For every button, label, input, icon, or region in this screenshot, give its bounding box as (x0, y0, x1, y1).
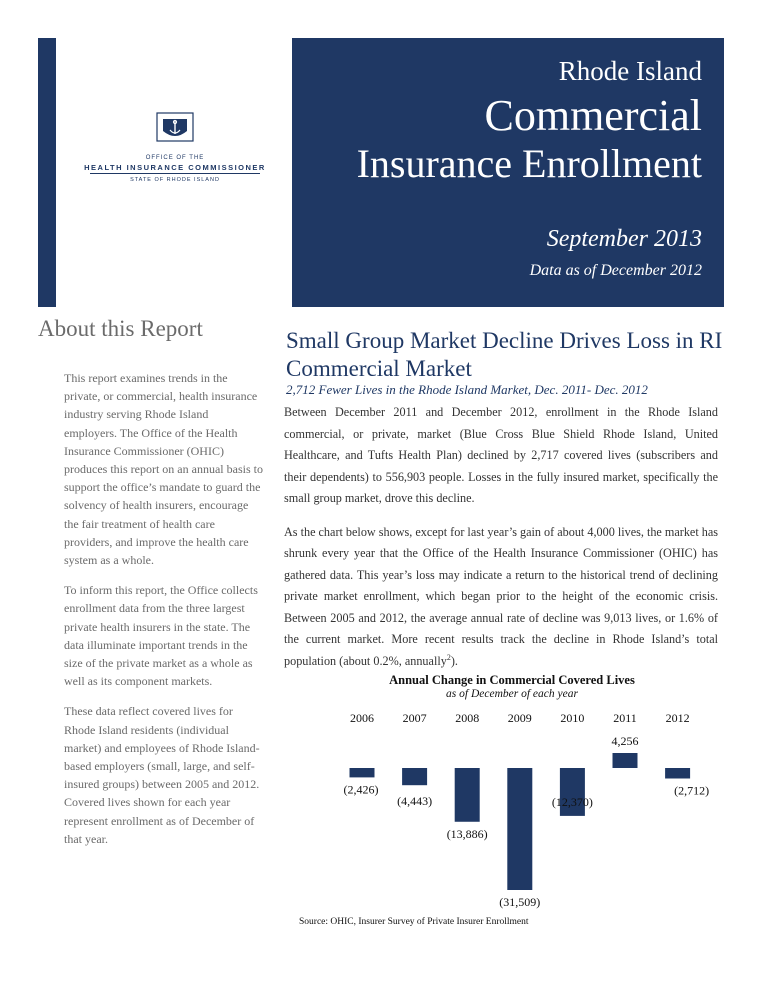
value-label: (12,370) (551, 794, 593, 809)
value-label: (31,509) (499, 895, 541, 909)
about-paragraph: These data reflect covered lives for Rhode Island residents (individual market) and employees of Rhode Island-based employers (small, large, and self-insured groups) between 2005 and 2012. Covered lives shown for each year represent enrollment as of December of that year. (64, 704, 260, 846)
about-paragraph: To inform this report, the Office collects enrollment data from the three largest private health insurers in the state. The data illuminate important trends in the size of the private market as a whole as well as its component markets. (64, 583, 258, 689)
about-text (64, 369, 264, 860)
logo-office-of-the: OFFICE OF THE (145, 155, 205, 161)
article-paragraph (284, 522, 718, 673)
article-subhead: 2,712 Fewer Lives in the Rhode Island Market, Dec. 2011- Dec. 2012 (286, 382, 648, 397)
chart-title: Annual Change in Commercial Covered Lives (389, 673, 635, 687)
banner-state: Rhode Island (558, 56, 702, 86)
article-headline: Small Group Market Decline Drives Loss in RI Commercial Market (286, 328, 723, 381)
ohic-logo (80, 105, 270, 215)
bar (402, 768, 427, 785)
category-label: 2007 (402, 711, 427, 725)
category-label: 2012 (665, 711, 690, 725)
article-paragraph-end: ). (450, 653, 458, 668)
bar (350, 768, 375, 777)
banner-title-line1: Commercial (484, 91, 702, 140)
logo-divider (90, 173, 260, 174)
anchor-seal-icon (80, 105, 270, 153)
about-paragraph: This report examines trends in the private, or commercial, health insurance industry serving Rhode Island employers. The Office of the Health Insurance Commissioner (OHIC) produces this report on an annual basis to support the office’s mandate to guard the solvency of health insurers, encourage the fair treatment of health care providers, and improve the health care system as a whole. (64, 371, 263, 568)
value-label: (13,886) (446, 826, 488, 841)
value-label: (4,443) (397, 794, 433, 809)
chart-subtitle: as of December of each year (446, 688, 578, 700)
logo-state: STATE OF RHODE ISLAND (130, 177, 220, 183)
title-banner (292, 38, 724, 307)
chart-plot (284, 668, 724, 913)
article-paragraph: Between December 2011 and December 2012, enrollment in the Rhode Island commercial, or private, market (Blue Cross Blue Shield Rhode Island, United Healthcare, and Tufts Health Plan) declined by 2,717 covered lives (subscribers and their dependents) to 556,903 people. Losses in the fully insured market, specifically the small group market, drove this decline. (284, 405, 718, 505)
banner-data-as-of: Data as of December 2012 (529, 262, 702, 279)
article-body (284, 402, 718, 684)
about-heading: About this Report (38, 316, 203, 341)
category-label: 2009 (507, 711, 532, 725)
footnote-marker: 2 (446, 652, 451, 662)
chart-source: Source: OHIC, Insurer Survey of Private Insurer Enrollment (299, 917, 529, 927)
bar (665, 768, 690, 779)
value-label: (2,712) (674, 783, 710, 798)
value-label: 4,256 (611, 734, 639, 748)
bar (507, 768, 532, 890)
banner-title-line2: Insurance Enrollment (356, 141, 702, 186)
left-accent-bar (38, 38, 56, 307)
category-label: 2008 (455, 711, 480, 725)
logo-commissioner: HEALTH INSURANCE COMMISSIONER (84, 163, 266, 172)
category-label: 2010 (560, 711, 585, 725)
category-label: 2006 (350, 711, 374, 725)
enrollment-change-chart (284, 668, 724, 938)
bar (455, 768, 480, 822)
category-label: 2011 (613, 711, 637, 725)
value-label: (2,426) (343, 782, 379, 797)
banner-date: September 2013 (546, 226, 702, 252)
article-paragraph-text: As the chart below shows, except for last year’s gain of about 4,000 lives, the market has shrunk every year that the Office of the Health Insurance Commissioner (OHIC) has gathered data. This year’s loss may indicate a return to the historical trend of declining private market enrollment, which began prior to the height of the economic crisis. Between 2005 and 2012, the average annual rate of decline was 9,013 lives, or 1.6% of the current market. More recent results track the decline in Rhode Island’s total population (about 0.2%, annually (284, 524, 719, 668)
bar (613, 753, 638, 768)
